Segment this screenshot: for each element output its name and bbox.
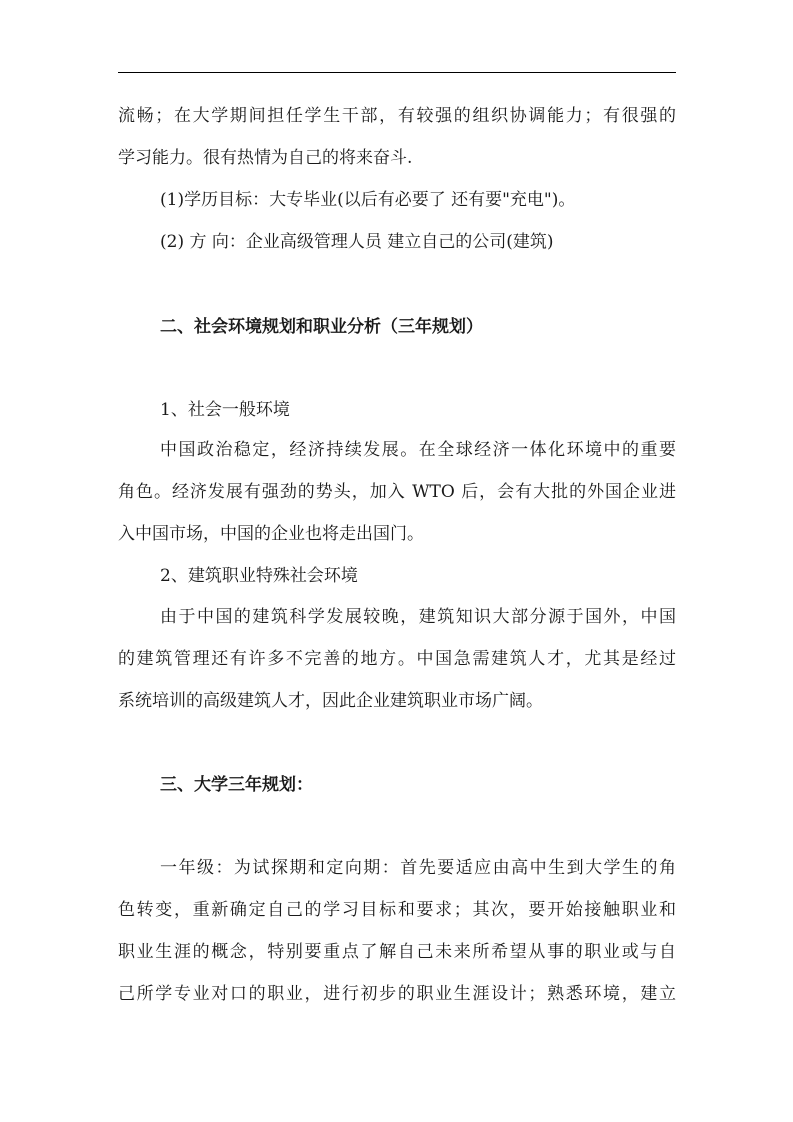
body-line: 职业生涯的概念，特别要重点了解自己未来所希望从事的职业或与自 bbox=[118, 942, 676, 962]
body-line: 色转变，重新确定自己的学习目标和要求；其次，要开始接触职业和 bbox=[118, 900, 676, 920]
career-direction: (2) 方 向：企业高级管理人员 建立自己的公司(建筑) bbox=[160, 232, 554, 252]
body-line: 一年级：为试探期和定向期：首先要适应由高中生到大学生的角 bbox=[160, 858, 676, 878]
header-rule bbox=[118, 72, 676, 73]
body-line: 由于中国的建筑科学发展较晚，建筑知识大部分源于国外，中国 bbox=[160, 607, 676, 627]
subheading: 2、建筑职业特殊社会环境 bbox=[160, 566, 358, 586]
body-line: 的建筑管理还有许多不完善的地方。中国急需建筑人才，尤其是经过 bbox=[118, 649, 676, 669]
body-line: 己所学专业对口的职业，进行初步的职业生涯设计；熟悉环境，建立 bbox=[118, 984, 676, 1004]
section-heading: 二、社会环境规划和职业分析（三年规划） bbox=[160, 317, 483, 337]
body-line: 学习能力。很有热情为自己的将来奋斗. bbox=[118, 148, 413, 168]
education-goal: (1)学历目标：大专毕业(以后有必要了 还有要"充电")。 bbox=[160, 190, 576, 210]
body-line: 流畅；在大学期间担任学生干部，有较强的组织协调能力；有很强的 bbox=[118, 106, 676, 126]
body-line: 入中国市场，中国的企业也将走出国门。 bbox=[118, 524, 424, 544]
subheading: 1、社会一般环境 bbox=[160, 400, 290, 420]
body-line: 角色。经济发展有强劲的势头，加入 WTO 后，会有大批的外国企业进 bbox=[118, 482, 676, 502]
section-heading: 三、大学三年规划： bbox=[160, 775, 313, 795]
body-line: 系统培训的高级建筑人才，因此企业建筑职业市场广阔。 bbox=[118, 691, 543, 711]
body-line: 中国政治稳定，经济持续发展。在全球经济一体化环境中的重要 bbox=[160, 440, 676, 460]
